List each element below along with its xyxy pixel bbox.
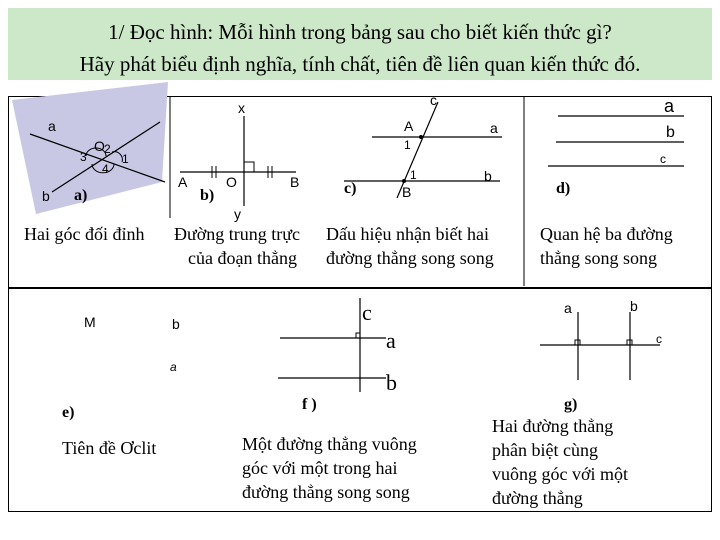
figure-g-caption-line-4: đường thẳng bbox=[492, 488, 583, 508]
figure-c-tag: c) bbox=[344, 180, 357, 197]
figure-c-line-a: a bbox=[490, 120, 498, 136]
figure-a-angle-4: 4 bbox=[102, 162, 109, 176]
figure-e-point-m: M bbox=[84, 314, 96, 330]
figure-f-caption-line-3: đường thẳng song song bbox=[242, 482, 410, 502]
figure-c-point-a: A bbox=[404, 118, 414, 134]
figure-d-tag: d) bbox=[556, 180, 571, 197]
figure-c-caption-line-1: Dấu hiệu nhận biết hai bbox=[326, 224, 489, 244]
figure-a-label-line-a: a bbox=[48, 118, 56, 134]
figure-e-tag: e) bbox=[62, 404, 75, 421]
figure-b-line-x: x bbox=[238, 100, 245, 116]
figure-g-line-b: b bbox=[630, 298, 638, 314]
figure-b-point-a: A bbox=[178, 174, 188, 190]
figure-b-line-y: y bbox=[234, 206, 241, 222]
figure-c-line-c: c bbox=[430, 92, 437, 108]
figure-a-tag: a) bbox=[74, 187, 88, 204]
figure-g-caption-line-1: Hai đường thẳng bbox=[492, 416, 614, 436]
figure-a-caption: Hai góc đối đỉnh bbox=[24, 224, 145, 244]
figure-d-caption-line-1: Quan hệ ba đường bbox=[540, 224, 673, 244]
figure-a-angle-1: 1 bbox=[122, 152, 129, 166]
figure-f-caption-line-1: Một đường thẳng vuông bbox=[242, 434, 417, 454]
figure-c-point-b: B bbox=[402, 184, 412, 200]
figure-g-tag: g) bbox=[564, 396, 578, 413]
figure-a-angle-3: 3 bbox=[80, 150, 87, 164]
figure-a-label-line-b: b bbox=[42, 188, 50, 204]
figure-f-line-b: b bbox=[386, 370, 397, 395]
figure-c-caption-line-2: đường thẳng song song bbox=[326, 248, 494, 268]
title-line-1: 1/ Đọc hình: Mỗi hình trong bảng sau cho biết kiến thức gì? bbox=[108, 20, 612, 44]
figure-d-line-b: b bbox=[666, 124, 675, 141]
figure-f-caption-line-2: góc với một trong hai bbox=[242, 458, 398, 478]
figure-a bbox=[12, 82, 168, 214]
figure-c-point-b bbox=[402, 179, 406, 183]
figure-c-angle-2: 1 bbox=[410, 168, 417, 182]
figure-d-line-c: c bbox=[660, 152, 666, 166]
figure-e-caption: Tiên đề Ơclit bbox=[62, 438, 157, 458]
figure-f-tag: f ) bbox=[302, 396, 317, 413]
figure-b-right-angle bbox=[244, 162, 254, 172]
figure-g-caption-line-3: vuông góc với một bbox=[492, 464, 629, 484]
figure-f-line-a: a bbox=[386, 328, 396, 353]
figure-c-line-b: b bbox=[484, 168, 492, 184]
title-line-2: Hãy phát biểu định nghĩa, tính chất, tiên đề liên quan kiến thức đó. bbox=[79, 52, 641, 76]
figure-b bbox=[180, 116, 296, 206]
figure-g-caption-line-2: phân biệt cùng bbox=[492, 440, 598, 460]
figure-b-caption-line-1: Đường trung trực bbox=[174, 224, 301, 244]
figure-f-line-c: c bbox=[362, 300, 372, 325]
figure-b-tag: b) bbox=[200, 187, 215, 204]
figure-c-angle-1: 1 bbox=[404, 138, 411, 152]
figure-e-line-a: a bbox=[170, 360, 177, 374]
figure-g-line-c: c bbox=[656, 332, 662, 346]
figure-b-caption-line-2: của đoạn thẳng bbox=[188, 248, 297, 268]
figure-g bbox=[540, 312, 660, 380]
figure-a-angle-2: 2 bbox=[104, 142, 111, 156]
figure-d-caption-line-2: thẳng song song bbox=[540, 248, 657, 268]
figure-g-line-a: a bbox=[564, 300, 572, 316]
figure-e-line-b: b bbox=[172, 316, 180, 332]
figure-d-line-a: a bbox=[664, 96, 675, 116]
figure-c-point-a bbox=[419, 135, 423, 139]
figure-b-point-o: O bbox=[226, 174, 237, 190]
figure-a-label-point: O bbox=[94, 138, 105, 154]
figure-c bbox=[344, 102, 502, 198]
figure-a-background bbox=[12, 82, 168, 214]
figure-b-point-b: B bbox=[290, 174, 300, 190]
